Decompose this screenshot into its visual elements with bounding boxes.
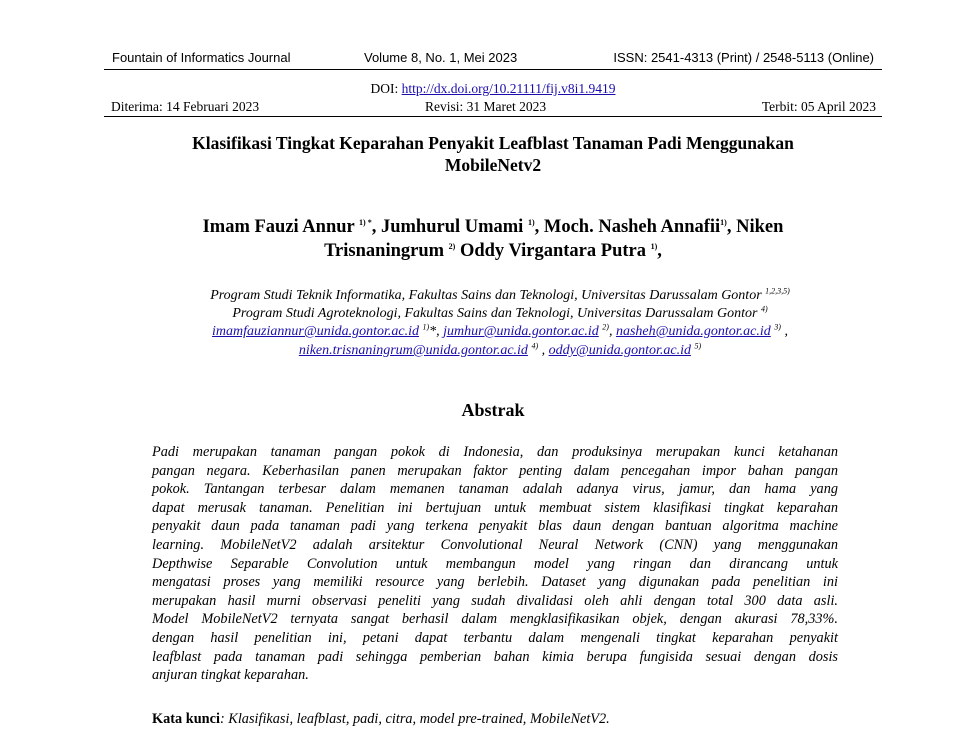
doi-link[interactable]: http://dx.doi.org/10.21111/fij.v8i1.9419 — [401, 81, 616, 96]
abstract-line: merupakan hasil murni observasi peneliti yang sudah divalidasi oleh ahli dengan total 300 data asli. — [152, 592, 838, 609]
email-3-mark: 3) — [774, 322, 781, 332]
keywords-label: Kata kunci — [152, 711, 220, 727]
email-link-4[interactable]: niken.trisnaningrum@unida.gontor.ac.id — [298, 343, 528, 358]
author-4-first: , Niken — [726, 217, 784, 237]
keywords-colon: : — [219, 711, 229, 727]
author-list — [104, 215, 882, 263]
doi-line — [104, 81, 882, 97]
email-2-mark: 2) — [602, 322, 609, 332]
email-line-2 — [120, 342, 880, 360]
revised-date: Revisi: 31 Maret 2023 — [425, 99, 547, 114]
dates-rule — [104, 116, 882, 117]
paper-title — [104, 132, 882, 176]
abstract-heading: Abstrak — [461, 400, 525, 420]
abstract-line: dapat merusak tanaman. Penelitian ini bertujuan untuk membuat sistem klasifikasi tingkat keparahan — [152, 499, 838, 516]
published-date: Terbit: 05 April 2023 — [761, 99, 876, 114]
received-date: Diterima: 14 Februari 2023 — [111, 99, 260, 114]
author-4-mark: 2) — [448, 241, 456, 251]
abstract-line: Model MobileNetV2 ternyata sangat berhasil dalam mengklasifikasikan objek, dengan akurasi 78,33%. — [152, 611, 838, 628]
author-line2 — [104, 239, 882, 263]
email-link-5[interactable]: oddy@unida.gontor.ac.id — [548, 343, 691, 358]
abstract-line: pangan negara. Keberhasilan panen merupakan faktor penting dalam pencegahan impor bahan pangan — [152, 462, 838, 479]
author-1-mark: 1) * — [359, 217, 372, 227]
email-separator: , — [608, 324, 616, 339]
affiliation-1-text: Program Studi Teknik Informatika, Fakultas Sains dan Teknologi, Universitas Darussalam Gontor — [210, 288, 766, 303]
author-2: , Jumhurul Umami — [371, 217, 528, 237]
affiliation-2 — [120, 305, 880, 323]
author-list-end: , — [657, 241, 662, 261]
email-1-star: *, — [429, 324, 444, 339]
abstract-line: mengatasi proses yang memiliki resource yang berlebih. Dataset yang digunakan pada penelitian ini — [152, 574, 838, 591]
abstract-line: Depthwise Separable Convolution untuk membangun model yang ringan dan dirancang untuk — [152, 555, 838, 572]
affiliation-2-mark: 4) — [760, 304, 768, 314]
journal-volume: Volume 8, No. 1, Mei 2023 — [364, 50, 518, 65]
header-rule — [104, 69, 882, 70]
affiliation-2-text: Program Studi Agroteknologi, Fakultas Sains dan Teknologi, Universitas Darussalam Gontor — [232, 306, 761, 321]
affiliation-1-mark: 1,2,3,5) — [765, 286, 790, 296]
author-1: Imam Fauzi Annur — [202, 217, 360, 237]
abstract-line: Padi merupakan tanaman pangan pokok di Indonesia, dan produksinya merupakan kunci ketahanan — [152, 444, 838, 460]
author-4-last: Trisnaningrum — [324, 241, 449, 261]
email-1-mark: 1) — [422, 322, 430, 332]
abstract-line: learning. MobileNetV2 adalah arsitektur Convolutional Neural Network (CNN) yang menggunakan — [152, 536, 838, 553]
paper-title-line1: Klasifikasi Tingkat Keparahan Penyakit Leafblast Tanaman Padi Menggunakan — [192, 133, 794, 153]
email-link-3[interactable]: nasheh@unida.gontor.ac.id — [615, 324, 771, 339]
email-5-mark: 5) — [694, 341, 702, 351]
author-3: , Moch. Nasheh Annafii — [534, 217, 721, 237]
email-link-1[interactable]: imamfauziannur@unida.gontor.ac.id — [212, 324, 419, 339]
journal-name: Fountain of Informatics Journal — [112, 50, 291, 65]
abstract-line: penyakit daun pada tanaman padi yang terkena penyakit blas daun dengan bantuan algoritma machine — [152, 518, 838, 535]
author-2-mark: 1) — [527, 217, 535, 227]
keywords — [152, 711, 852, 728]
abstract-line: anjuran tingkat keparahan. — [152, 667, 309, 684]
email-separator-2: , — [538, 343, 549, 358]
abstract-line: dengan hasil penelitian ini, petani dapat terbantu dalam mengenali tingkat keparahan penyakit — [152, 629, 838, 646]
affiliation-1 — [120, 287, 880, 305]
email-link-2[interactable]: jumhur@unida.gontor.ac.id — [443, 324, 599, 339]
keywords-text: Klasifikasi, leafblast, padi, citra, model pre-trained, MobileNetV2. — [228, 711, 610, 727]
author-5-mark: 1) — [650, 241, 658, 251]
email-line-1: imamfauziannur@unida.gontor.ac.id $^{1)}$*, jumhur@unida.gontor.ac.id $^{2)}$, nasheh@unida.gontor.ac.id $^{3)}$ , — [212, 322, 788, 339]
journal-issn: ISSN: 2541-4313 (Print) / 2548-5113 (Online) — [613, 50, 874, 65]
paper-title-line2: MobileNetv2 — [444, 155, 542, 175]
abstract-line: pokok. Tantangan terbesar dalam memanen tanaman adalah adanya virus, jamur, dan hama yang — [152, 481, 838, 498]
abstract-line: leafblast pada tanaman padi sehingga pemberian bahan kimia berupa fungisida sesuai dengan dosis — [152, 648, 838, 665]
email-4-mark: 4) — [531, 341, 539, 351]
author-line1 — [104, 215, 882, 239]
abstract-body — [152, 443, 838, 685]
author-3-mark: 1) — [720, 217, 727, 227]
doi-label: DOI: — [370, 81, 402, 96]
author-5: Oddy Virgantara Putra — [455, 241, 651, 261]
